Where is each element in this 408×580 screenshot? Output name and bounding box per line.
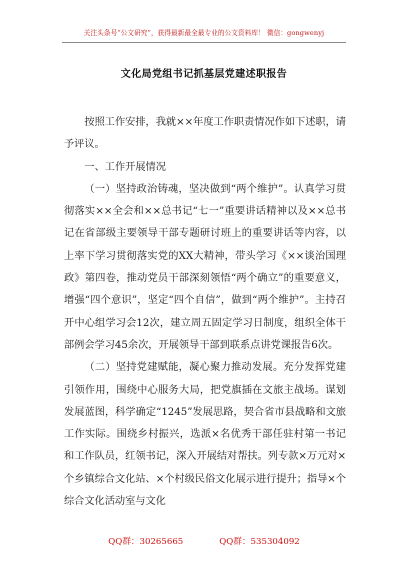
footer-qq-group-2: QQ群：535304092 <box>219 537 300 547</box>
paragraph-political: （一）坚持政治铸魂，坚决做到“两个维护”。认真学习贯彻落实××全会和××总书记“七一”重要讲话精神以及××总书记在省部级主要领导干部专题研讨班上的重要讲话等内容，以上率下学习贯彻落实党的XX大精神，带头学习《××谈治国理政》第四卷，推动党员干部深刻领悟“两个确立”的重要意义，增强“四个意识”，坚定“四个自信”，做到“两个维护”。主持召开中心组学习会12次，建立周五固定学习日制度，组织全体干部例会学习45余次，开展领导干部到联系点讲党课报告6次。 <box>64 183 346 351</box>
header-divider <box>62 42 346 43</box>
paragraph-intro: 按照工作安排，我就××年度工作职责情况作如下述职，请予评议。 <box>64 117 346 151</box>
footer-qq-group-1: QQ群：30265665 <box>108 537 184 547</box>
document-body <box>64 112 346 513</box>
paragraph-party-building: （二）坚持党建赋能，凝心聚力推动发展。充分发挥党建引领作用，围绕中心服务大局，把党旗插在文旅主战场。谋划发展蓝图，科学确定“1245”发展思路，契合省市县战略和文旅工作实际。围绕乡村振兴，选派×名优秀干部任驻村第一书记和工作队员，红领书记，深入开展结对帮扶。列专款×万元对×个乡镇综合文化站、×个村级民俗文化展示进行提升；指导×个综合文化活动室与文化 <box>64 362 346 508</box>
header-promo: 关注头条号“公文研究”，获得最新最全最专业的公文资料库！ 微信：gongwenyj <box>83 29 325 37</box>
document-title: 文化局党组书记抓基层党建述职报告 <box>120 69 288 80</box>
section-heading: 一、工作开展情况 <box>84 161 166 173</box>
footer-contact <box>0 535 408 547</box>
